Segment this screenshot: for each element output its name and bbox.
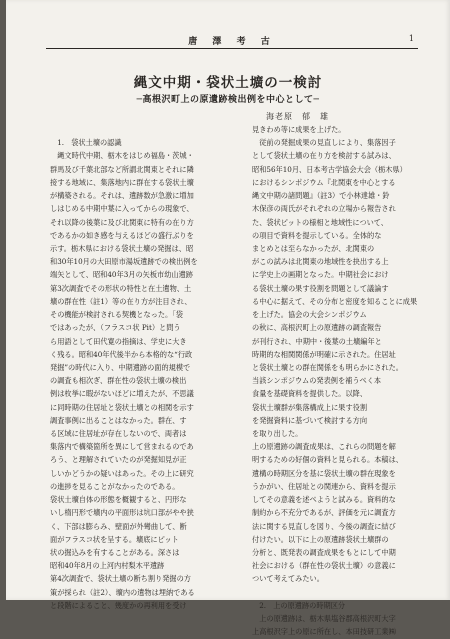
- text-line: 1. 袋状土壙の認識: [50, 138, 122, 148]
- text-line: の調査も相次ぎ、群在性の袋状土壙の検出: [50, 376, 187, 386]
- text-line: 調査事例に出ることはなかった。群在、す: [50, 415, 187, 425]
- text-line: る中心に据えて、その分布と密度を知ることに成果: [252, 296, 418, 306]
- text-line: 分析と、既発表の調査成果をもとにして中期: [252, 548, 396, 557]
- text-line: た、袋状ピットの様相と地域性について、: [252, 217, 388, 227]
- text-line: に学史上の画期となった。中期社会におけ: [252, 270, 389, 280]
- text-line: として袋状土壙の在り方を検討する試みは、: [252, 151, 396, 161]
- text-line: が刊行され、中期中・後葉の土壙編年と: [252, 336, 382, 346]
- text-line: 接する地域に、集落地内に群在する袋状土壙: [50, 177, 194, 187]
- text-line: 従前の発掘成果の見直しにより、集落因子: [252, 138, 396, 148]
- text-line: と段階によること、幾度かの再利用を受け: [50, 600, 187, 610]
- text-line: それ以降の後葉に及び北関東に特有の在り方: [50, 217, 194, 227]
- book-page: [6, 0, 450, 637]
- text-line: 木保彦の両氏がそれぞれの立場から報告され: [252, 204, 396, 214]
- text-line: が構築される。それは、遺跡数が急激に増加: [50, 191, 194, 201]
- text-line: ろう、と理解されていたのが発掘知見が正: [50, 455, 187, 465]
- text-line: 食量を基礎資料を提供した。以降、: [252, 389, 368, 399]
- text-line: しいかどうかの疑いはあった。その上に研究: [50, 468, 194, 478]
- text-line: ら用語として田代寛の指摘は、学史に大き: [50, 336, 187, 346]
- text-line: を上げた。協会の大会シンポジウム: [252, 310, 367, 320]
- text-line: 発掘”の時代に入り、中期遺跡の面的規模で: [50, 362, 191, 372]
- running-title: 唐 澤 考 古: [188, 37, 276, 47]
- text-line: く、下部は膨らみ、壁面が外彎曲して、断: [50, 521, 187, 531]
- article-subtitle: ─高根沢町上の原遺跡検出例を中心として─: [136, 95, 320, 105]
- text-line: に同時期の住居址と袋状土壙との相関を示す: [50, 402, 194, 412]
- text-line: の秋に、高根沢町上の原遺跡の調査報告: [252, 323, 382, 333]
- text-line: 第4次調査で、袋状土壙の断ち割り発掘の方: [50, 574, 191, 584]
- article-title: 縄文中期・袋状土壙の一検討: [133, 75, 323, 91]
- text-line: 壙の群在性（註1）等の在り方が注目され、: [50, 296, 192, 306]
- text-line: まとめとは至らなかったが、北関東の: [252, 243, 375, 253]
- text-line: を発掘資料に基づいて検討する方向: [252, 415, 368, 425]
- text-line: 群馬及び千葉北部など所謂北関東とそれに隣: [50, 164, 194, 174]
- text-line: 縄文中期の諸問題』（註3）で小林達雄・鈴: [252, 191, 390, 201]
- text-line: 当該シンポジウムの発表例を補うべく本: [252, 376, 382, 386]
- text-line: く残る。昭和40年代後半から本格的な“行政: [50, 349, 193, 359]
- text-line: 第3次調査でその形状の特性と在土遺物、土: [50, 283, 192, 293]
- text-line: 遺構の時期区分を基に袋状土壙の群在現象を: [252, 468, 396, 478]
- text-line: 明するための好個の資料と見られる。本稿は、: [252, 455, 403, 465]
- text-line: ではあったが、（フラスコ状 Pit）と問う: [50, 323, 181, 333]
- text-line: 2. 上の原遺跡の時期区分: [252, 600, 346, 610]
- text-line: 上高根沢字上の原に所在し、本田技研工業㈱: [252, 627, 396, 637]
- text-line: ついて考えてみたい。: [252, 574, 324, 584]
- text-line: うかがい、住居址との関連から、資料を提示: [252, 481, 396, 491]
- text-line: いし楕円形で壙内の平面形は坑口部がやや狭: [50, 508, 194, 518]
- text-line: 制約から不充分であるが、評価を元に調査方: [252, 508, 396, 518]
- text-line: 昭和56年10月、日本考古学協会大会（栃木県）: [252, 164, 407, 174]
- text-line: [252, 586, 436, 599]
- text-line: 縄文時代中期、栃木をはじめ福島・茨城・: [50, 151, 194, 161]
- text-line: 面がフラスコ状を呈する。壙底にピット: [50, 534, 179, 544]
- right-text-column: [252, 123, 436, 639]
- text-line: がこの試みは北関東の地域性を抉出する上: [252, 257, 389, 267]
- text-line: におけるシンポジウム『北関東を中心とする: [252, 177, 396, 187]
- text-line: 上の原遺跡の調査成果は、これらの問題を解: [252, 442, 396, 452]
- author-name: 海老原 郁 雄: [266, 112, 329, 121]
- page-number: 1: [408, 34, 414, 43]
- text-line: を取り出した。: [252, 429, 303, 439]
- text-line: してその意義を述べようと試みる。資料的な: [252, 495, 396, 505]
- text-line: その機能が検討される契機となった。「袋: [50, 310, 183, 320]
- text-line: 状の掘込みを有することがある。深さは: [50, 548, 180, 557]
- text-line: 和30年10月の大田原市湯坂遺跡での検出例を: [50, 257, 198, 267]
- text-line: 付けたい。以下に上の原遺跡袋状土壙群の: [252, 534, 389, 544]
- text-line: る区域に住居址が存在しないので、両者は: [50, 429, 187, 439]
- text-line: であるかの如き感を与えるほどの盛行ぶりを: [50, 230, 194, 240]
- text-line: 策が採られ（註2）、壙内の遺物は埋納である: [50, 587, 195, 597]
- text-line: 袋状土壙群が集落構成上に果す役割: [252, 402, 368, 412]
- text-line: 昭和40年8月の上河内村梨木平遺跡: [50, 561, 165, 571]
- text-line: しはじめる中期中葉に入ってからの現象で、: [50, 204, 194, 214]
- text-line: 法に関する見直しを図り、今後の調査に結び: [252, 521, 396, 531]
- page-header: [46, 32, 418, 49]
- text-line: の項目で資料を提示している。全体的な: [252, 230, 382, 240]
- text-line: 社会における（群在性の袋状土壙）の意義に: [252, 561, 396, 571]
- text-line: の進捗を見ることがなかったのである。: [50, 481, 180, 491]
- text-line: と袋状土壙との群在関係をも明らかにされた。: [252, 362, 403, 372]
- text-line: 袋状土壙自体の形態を概観すると、円形な: [50, 495, 187, 505]
- text-line: [50, 123, 234, 136]
- text-line: 端矢として、昭和40年3月の矢板市幼山遺跡: [50, 270, 193, 280]
- text-line: 見きわめ等に成果を上げた。: [252, 125, 346, 134]
- text-line: 時期的な相関関係が明確に示された。住居址: [252, 349, 396, 359]
- text-line: る袋状土壙の果す役割を問題として議論す: [252, 283, 389, 293]
- text-line: 例は枚挙に暇がないほどに増えたが、不思議: [50, 389, 194, 399]
- left-text-column: [50, 123, 234, 612]
- text-line: 上の原遺跡は、栃木県塩谷郡高根沢町大字: [252, 614, 396, 624]
- text-line: 集落内で構築箇所を異にして営まれるのであ: [50, 442, 194, 452]
- text-line: 示す。栃木県における袋状土壙の発掘は、昭: [50, 243, 194, 253]
